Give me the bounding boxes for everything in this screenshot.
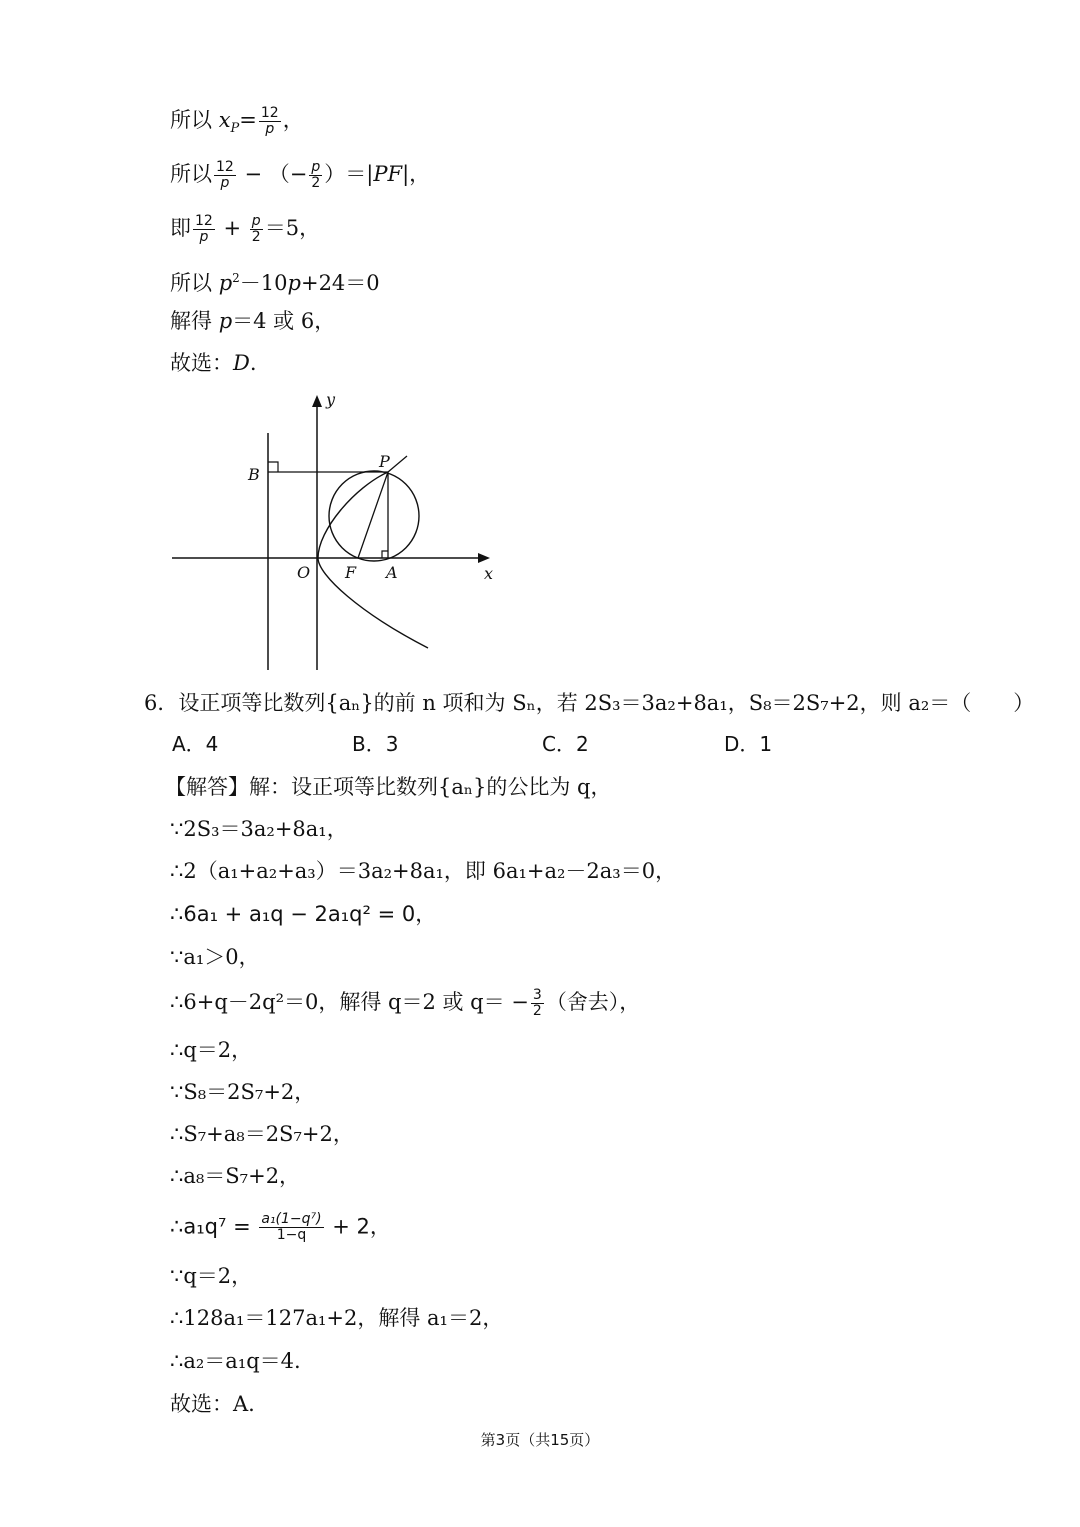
label-o: O <box>297 563 311 582</box>
solution-step: ∴a₂＝a₁q＝4. <box>170 1349 301 1373</box>
line-answer-d: 故选：D. <box>170 351 257 375</box>
solution-final-answer: 故选：A. <box>170 1392 255 1416</box>
circle <box>329 471 419 561</box>
line-quadratic: 所以 $p^2-10p+24=0$ <box>170 271 380 295</box>
solution-step: ∵S₈＝2S₇+2， <box>170 1080 316 1104</box>
segment-pf <box>358 472 388 558</box>
choice-d[interactable]: D．1 <box>724 732 773 756</box>
solution-step: ∴q＝2， <box>170 1038 253 1062</box>
label-f: F <box>345 563 357 582</box>
label-b: B <box>248 465 260 484</box>
line-xp: 所以 $x_P=$ $\frac{12}{p}$ ， <box>170 105 304 137</box>
choice-a[interactable]: A．4 <box>172 732 219 756</box>
tangent-line <box>388 456 407 472</box>
solution-step: ∴6+q－2q²＝0，解得 q＝2 或 q＝ − $\frac{3}{2}$ （舍去）， <box>170 987 641 1019</box>
solution-step: ∴a₈＝S₇+2， <box>170 1164 301 1188</box>
x-axis-arrow <box>478 553 490 563</box>
solution-step: ∴6a₁ + a₁q − 2a₁q² = 0， <box>170 902 437 926</box>
page-footer: 第3页（共15页） <box>480 1431 600 1449</box>
line-solve-p: 解得 p＝4 或 6， <box>170 309 336 333</box>
choice-c[interactable]: C．2 <box>542 732 589 756</box>
label-x: x <box>484 564 494 583</box>
right-angle-b <box>268 462 278 472</box>
solution-step: ∴S₇+a₈＝2S₇+2， <box>170 1122 354 1146</box>
label-y: y <box>326 390 336 409</box>
label-p: P <box>379 452 390 471</box>
question-6-stem: 6．设正项等比数列{aₙ}的前 n 项和为 Sₙ，若 2S₃＝3a₂+8a₁，S₈＝2S₇+2，则 a₂＝（ ） <box>144 691 1035 715</box>
solution-header: 【解答】解：设正项等比数列{aₙ}的公比为 q， <box>165 775 612 799</box>
solution-step: ∵2S₃＝3a₂+8a₁， <box>170 817 348 841</box>
solution-step: ∵a₁＞0， <box>170 945 260 969</box>
label-a: A <box>386 563 398 582</box>
solution-step: ∴a₁q⁷ = $\frac{\text{a₁(1−q⁷)}}{1-q}$ + 2， <box>170 1211 391 1243</box>
y-axis-arrow <box>312 395 322 407</box>
solution-step: ∴128a₁＝127a₁+2，解得 a₁＝2， <box>170 1306 504 1330</box>
right-angle-a <box>382 551 388 558</box>
line-pf: 所以 $\frac{12}{p}$ − （− $\frac{p}{2}$ ）＝|PF|， <box>170 159 431 191</box>
parabola-figure <box>160 385 510 680</box>
solution-step: ∴2（a₁+a₂+a₃）＝3a₂+8a₁，即 6a₁+a₂－2a₃＝0， <box>170 859 677 883</box>
fraction-12-over-p: $\frac{12}{p}$ <box>260 105 279 137</box>
solution-step: ∵q＝2， <box>170 1264 253 1288</box>
line-sum-5: 即 $\frac{12}{p}$ + $\frac{p}{2}$ ＝5， <box>170 213 321 245</box>
choice-b[interactable]: B．3 <box>352 732 399 756</box>
parabola <box>318 472 428 648</box>
